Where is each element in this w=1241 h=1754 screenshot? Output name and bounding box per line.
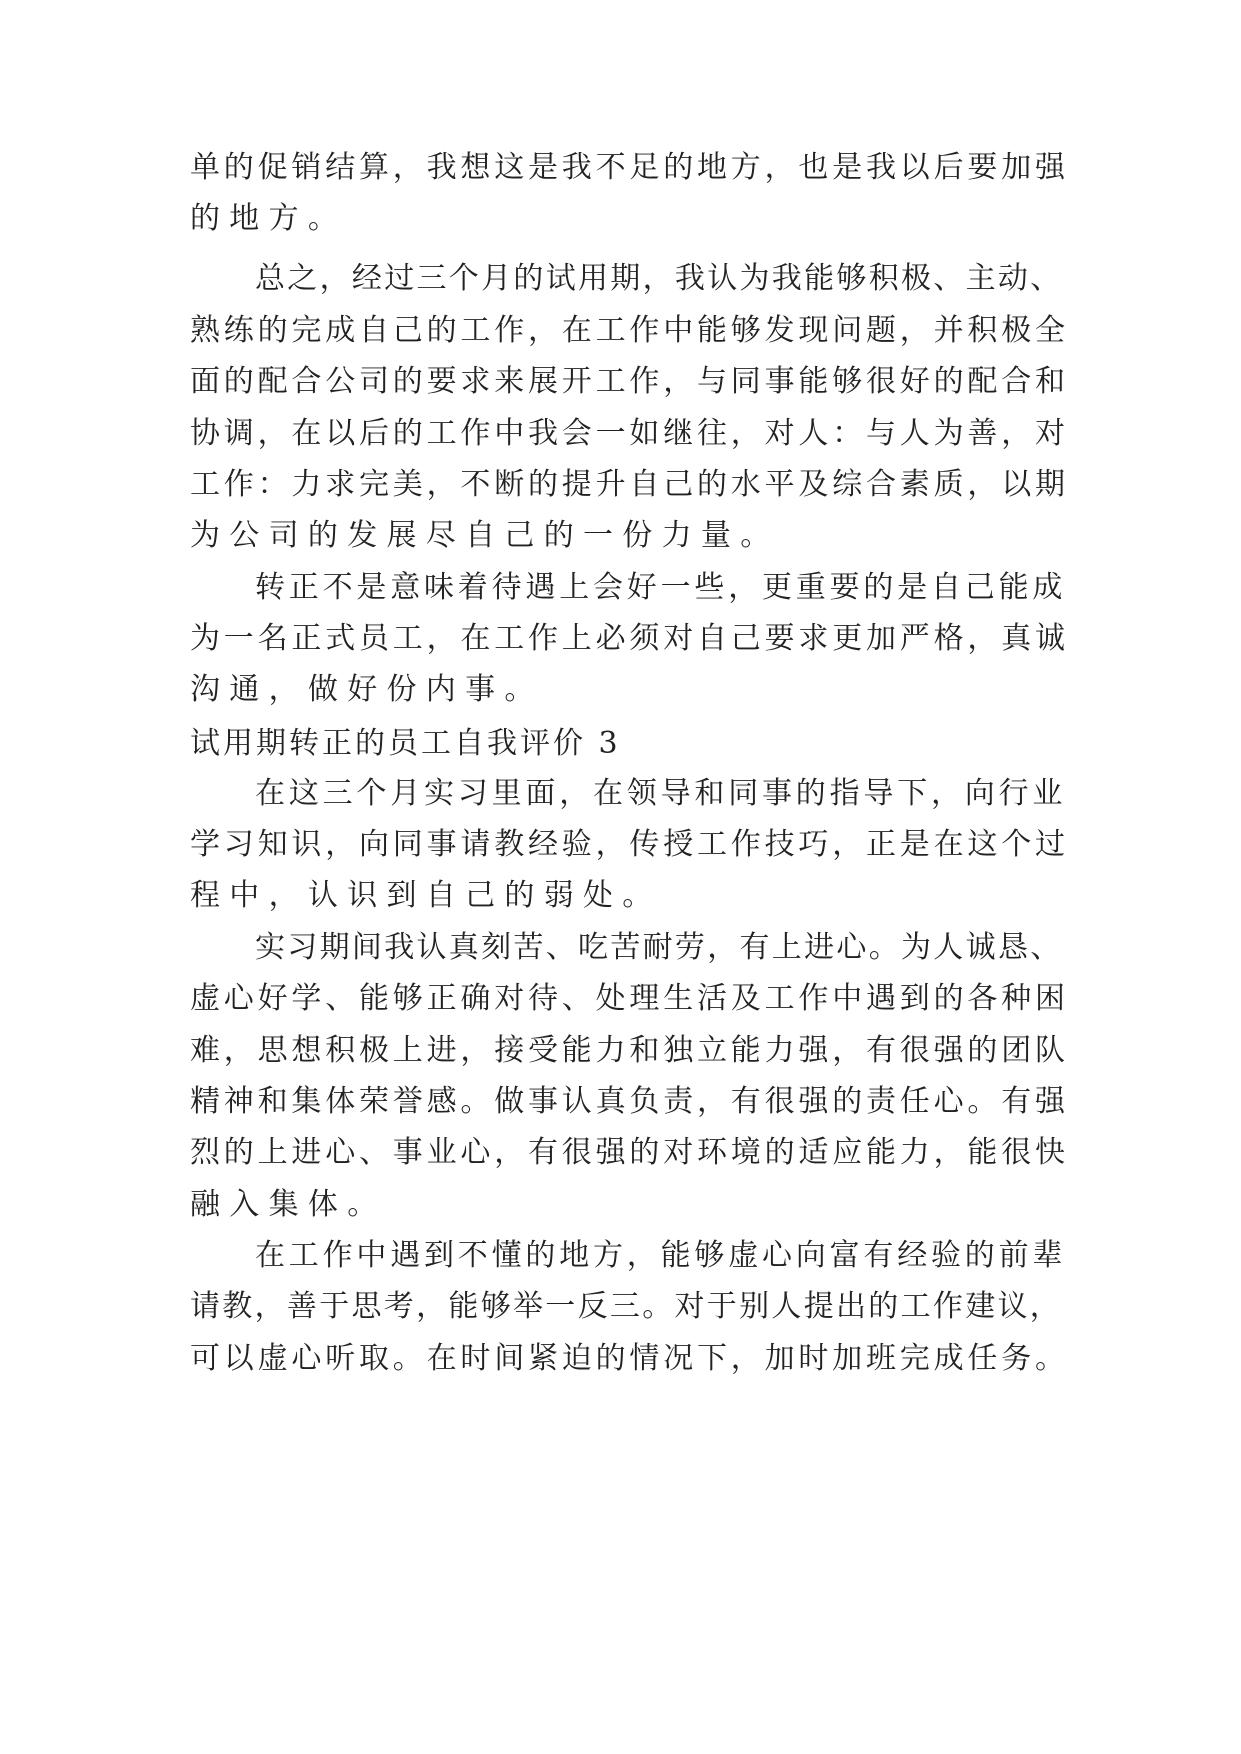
section-heading: 试用期转正的员工自我评价 3	[190, 726, 621, 761]
text-line: 难，思想积极上进，接受能力和独立能力强，有很强的团队	[190, 1033, 1069, 1068]
paragraph-first-line: 转正不是意味着待遇上会好一些，更重要的是自己能成	[255, 570, 1067, 605]
paragraph-first-line: 总之，经过三个月的试用期，我认为我能够积极、主动、	[255, 261, 1063, 296]
text-line: 为公司的发展尽自己的一份力量。	[190, 518, 780, 553]
text-line: 沟通，做好份内事。	[190, 672, 544, 707]
text-line: 单的促销结算，我想这是我不足的地方，也是我以后要加强	[190, 150, 1069, 185]
text-line: 面的配合公司的要求来展开工作，与同事能够很好的配合和	[190, 364, 1069, 399]
paragraph-first-line: 在工作中遇到不懂的地方，能够虚心向富有经验的前辈	[255, 1238, 1067, 1273]
text-line: 烈的上进心、事业心，有很强的对环境的适应能力，能很快	[190, 1135, 1069, 1170]
text-line: 熟练的完成自己的工作，在工作中能够发现问题，并积极全	[190, 313, 1069, 348]
text-line: 程中，认识到自己的弱处。	[190, 878, 662, 913]
paragraph-first-line: 在这三个月实习里面，在领导和同事的指导下，向行业	[255, 776, 1067, 811]
text-line: 的地方。	[190, 201, 348, 236]
paragraph-first-line: 实习期间我认真刻苦、吃苦耐劳，有上进心。为人诚恳、	[255, 930, 1063, 965]
text-line: 请教，善于思考，能够举一反三。对于别人提出的工作建议，	[190, 1289, 1063, 1324]
text-line: 可以虚心听取。在时间紧迫的情况下，加时加班完成任务。	[190, 1341, 1069, 1376]
text-line: 工作：力求完美，不断的提升自己的水平及综合素质，以期	[190, 467, 1069, 502]
text-line: 虚心好学、能够正确对待、处理生活及工作中遇到的各种困	[190, 981, 1069, 1016]
text-line: 为一名正式员工，在工作上必须对自己要求更加严格，真诚	[190, 621, 1069, 656]
text-line: 融入集体。	[190, 1187, 387, 1222]
text-line: 协调，在以后的工作中我会一如继往，对人：与人为善，对	[190, 416, 1069, 451]
text-line: 精神和集体荣誉感。做事认真负责，有很强的责任心。有强	[190, 1084, 1069, 1119]
text-line: 学习知识，向同事请教经验，传授工作技巧，正是在这个过	[190, 827, 1069, 862]
